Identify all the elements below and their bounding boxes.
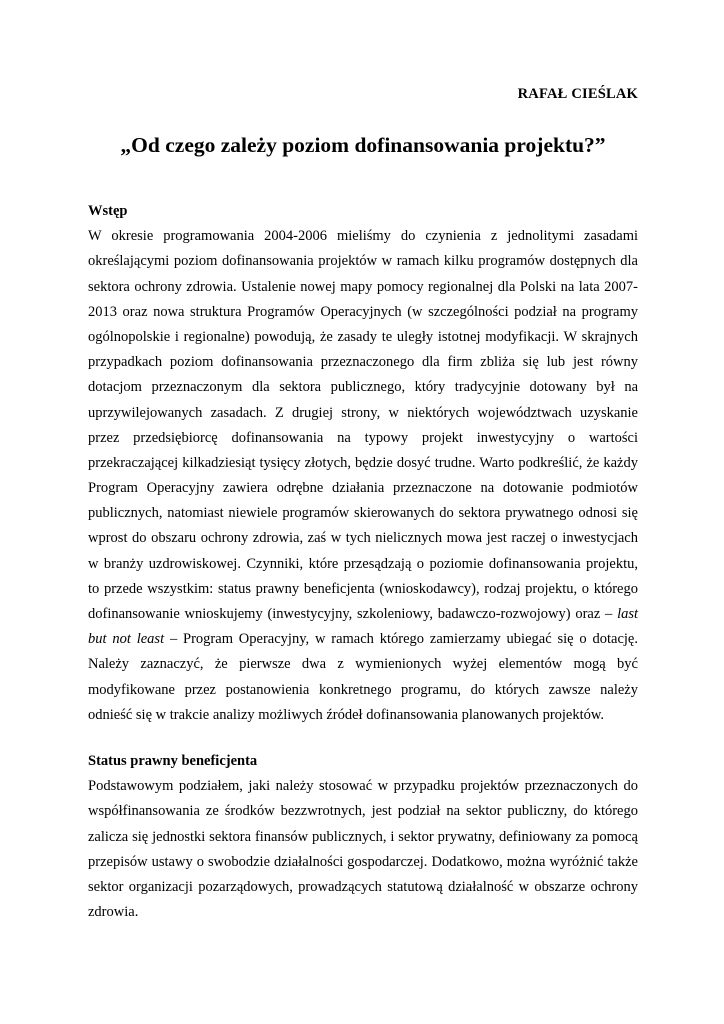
section-legal-status bbox=[88, 749, 638, 925]
text-line: przekraczającej kilkadziesiąt tysięcy złotych, będzie dosyć trudne. Warto podkreślić, że każdy bbox=[88, 454, 638, 471]
text-line: w branży uzdrowiskowej. Czynniki, które przesądzają o poziomie dofinansowania projektu, bbox=[88, 555, 638, 572]
text-line: Należy zaznaczyć, że pierwsze dwa z wymienionych wyżej elementów mogą być bbox=[88, 656, 638, 673]
text-line: W okresie programowania 2004-2006 mieliśmy do czynienia z jednolitymi zasadami bbox=[88, 228, 638, 245]
paragraph bbox=[88, 224, 638, 728]
text-line: sektora ochrony zdrowia. Ustalenie nowej mapy pomocy regionalnej dla Polski na lata 2007- bbox=[88, 278, 638, 295]
italic-phrase: last bbox=[617, 606, 639, 623]
text-line: ogólnopolskie i regionalne) powodują, że zasady te uległy istotnej modyfikacji. W skrajnych bbox=[88, 328, 638, 345]
text-fragment: dofinansowanie wnioskujemy (inwestycyjny, szkoleniowy, badawczo-rozwojowy) oraz – bbox=[88, 606, 613, 623]
section-heading: Status prawny beneficjenta bbox=[88, 753, 258, 769]
text-line: zdrowia. bbox=[88, 904, 139, 921]
document-title: „Od czego zależy poziom dofinansowania projektu?” bbox=[120, 133, 606, 157]
text-line: współfinansowania ze środków bezzwrotnych, jest podział na sektor publiczny, do którego bbox=[88, 803, 638, 820]
text-line: sektor organizacji pozarządowych, prowadzących statutową działalność w obszarze ochrony bbox=[88, 878, 638, 895]
text-line: 2013 oraz nowa struktura Programów Operacyjnych (w szczególności podział na programy bbox=[88, 303, 638, 320]
text-line: zalicza się jednostki sektora finansów publicznych, i sektor prywatny, definiowany za pomocą bbox=[88, 828, 638, 845]
text-line: przez przedsiębiorcę dofinansowania na typowy projekt inwestycyjny o wartości bbox=[88, 429, 638, 446]
text-line: określającymi poziom dofinansowania projektów w ramach kilku programów dostępnych dla bbox=[88, 253, 638, 270]
text-fragment: – Program Operacyjny, w ramach którego zamierzamy ubiegać się o dotację. bbox=[169, 631, 638, 648]
section-heading: Wstęp bbox=[88, 203, 128, 219]
text-line-with-italic bbox=[88, 602, 638, 627]
paragraph bbox=[88, 774, 638, 925]
italic-phrase: but not least bbox=[88, 631, 165, 648]
text-line: Podstawowym podziałem, jaki należy stosować w przypadku projektów przeznaczonych do bbox=[88, 778, 638, 795]
section-introduction bbox=[88, 199, 638, 728]
text-line: dotacjom przeznaczonym dla sektora publicznego, który tradycyjnie dotowany był na bbox=[88, 379, 638, 396]
text-line: publicznych, natomiast niewiele programów skierowanych do sektora prywatnego odnosi się bbox=[88, 505, 638, 522]
author-name: RAFAŁ CIEŚLAK bbox=[517, 86, 638, 102]
text-line: przepisów ustawy o swobodzie działalności gospodarczej. Dodatkowo, można wyróżnić także bbox=[88, 853, 638, 870]
text-line: to przede wszystkim: status prawny beneficjenta (wnioskodawcy), rodzaj projektu, o którego bbox=[88, 580, 638, 597]
text-line: wprost do obszaru ochrony zdrowia, zaś w tych nielicznych mowa jest raczej o inwestycjach bbox=[88, 530, 638, 547]
text-line: Program Operacyjny zawiera odrębne działania przeznaczone na dotowanie podmiotów bbox=[88, 480, 638, 497]
text-line: modyfikowane przez postanowienia konkretnego programu, do których zawsze należy bbox=[88, 681, 638, 698]
text-line-with-italic bbox=[88, 627, 638, 652]
text-line: uprzywilejowanych zasadach. Z drugiej strony, w niektórych województwach uzyskanie bbox=[88, 404, 638, 421]
text-line: odnieść się w trakcie analizy możliwych źródeł dofinansowania planowanych projektów. bbox=[88, 706, 605, 723]
text-line: przypadkach poziom dofinansowania przeznaczonego dla firm zbliża się lub jest równy bbox=[88, 354, 638, 371]
